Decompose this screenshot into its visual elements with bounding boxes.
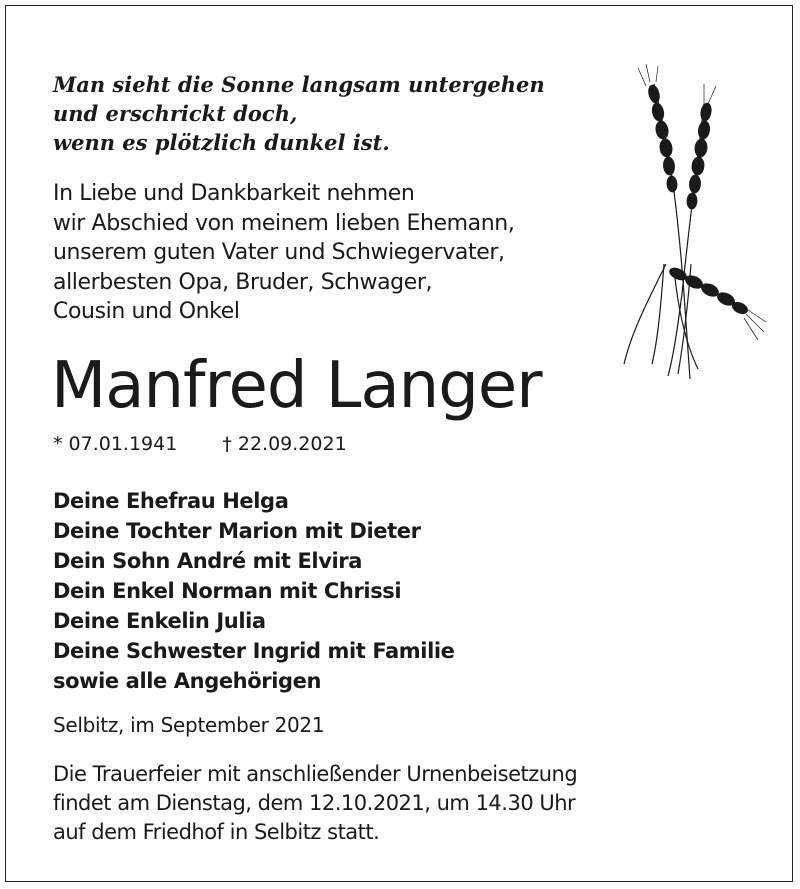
death-date: † 22.09.2021 xyxy=(222,433,347,455)
deceased-name: Manfred Langer xyxy=(51,349,542,423)
obituary-notice xyxy=(5,5,793,882)
intro-line: allerbesten Opa, Bruder, Schwager, xyxy=(53,269,433,295)
intro-line: unserem guten Vater und Schwiegervater, xyxy=(53,240,505,265)
wheat-ears-icon xyxy=(616,64,766,384)
life-dates xyxy=(53,431,347,457)
intro-line: wir Abschied von meinem lieben Ehemann, xyxy=(53,210,515,236)
funeral-details xyxy=(53,760,577,847)
mourner-line: Dein Sohn André mit Elvira xyxy=(53,549,363,573)
quote-line: wenn es plötzlich dunkel ist. xyxy=(53,130,390,155)
funeral-line: findet am Dienstag, dem 12.10.2021, um 14.30 Uhr xyxy=(53,791,576,815)
quote-line: und erschrickt doch, xyxy=(53,101,298,126)
mourner-line: Deine Tochter Marion mit Dieter xyxy=(53,519,421,543)
mourner-line: Deine Ehefrau Helga xyxy=(53,489,289,513)
intro-line: Cousin und Onkel xyxy=(53,299,240,324)
birth-date: * 07.01.1941 xyxy=(53,433,178,455)
intro-line: In Liebe und Dankbarkeit nehmen xyxy=(53,181,415,206)
intro-text xyxy=(53,179,514,327)
mourner-line: Dein Enkel Norman mit Chrissi xyxy=(53,579,402,603)
mourner-line: Deine Enkelin Julia xyxy=(53,609,266,633)
mourner-line: sowie alle Angehörigen xyxy=(53,669,322,693)
mourner-line: Deine Schwester Ingrid mit Familie xyxy=(53,639,455,663)
funeral-line: Die Trauerfeier mit anschließender Urnenbeisetzung xyxy=(53,762,578,786)
quote-verse xyxy=(53,70,545,157)
place-and-date: Selbitz, im September 2021 xyxy=(53,713,325,737)
funeral-line: auf dem Friedhof in Selbitz statt. xyxy=(53,820,380,844)
mourners-list xyxy=(53,486,455,696)
quote-line: Man sieht die Sonne langsam untergehen xyxy=(53,72,545,97)
